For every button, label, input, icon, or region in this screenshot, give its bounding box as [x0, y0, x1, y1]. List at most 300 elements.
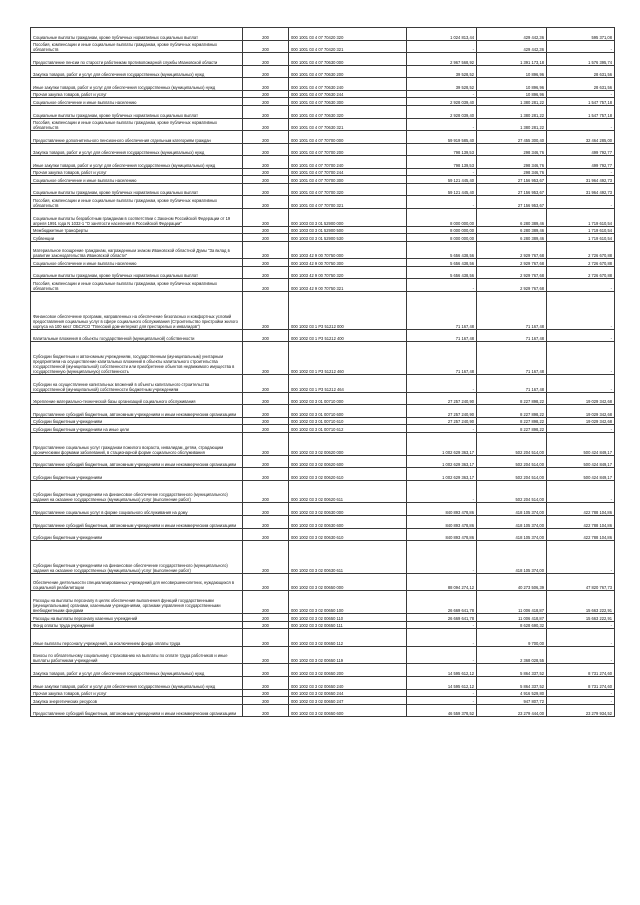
row-name: Социальное обеспечение и иные выплаты населению [31, 98, 243, 106]
row-budget-code: 000 1002 03 3 02 00650 000 [289, 573, 407, 591]
row-budget-code: 000 1001 03 4 07 70630 200 [289, 65, 407, 78]
row-executed-amount: 71 167,48 [477, 375, 547, 393]
row-admin-code: 200 [243, 65, 289, 78]
row-planned-amount: 88 094 274,12 [407, 573, 477, 591]
table-row [31, 342, 615, 375]
row-remaining-amount: - [547, 425, 615, 433]
table-row [31, 266, 615, 279]
row-admin-code: 200 [243, 646, 289, 664]
row-remaining-amount: 19 029 342,68 [547, 392, 615, 405]
row-admin-code: 200 [243, 432, 289, 455]
row-budget-code: 000 1001 03 4 07 70700 320 [289, 183, 407, 196]
table-row [31, 480, 615, 503]
row-admin-code: 200 [243, 664, 289, 677]
row-budget-code: 000 1002 03 1 Р3 51212 460 [289, 342, 407, 375]
row-name: Закупка товаров, работ и услуг для обеспечения государственных (муниципальных) нужд [31, 143, 243, 156]
row-name: Расходы на выплаты персоналу в целях обеспечения выполнения функций государственными (муниципальными) органами, казенными учреждениями, органами управления государственными внебюджетными фондами [31, 591, 243, 614]
row-admin-code: 200 [243, 621, 289, 629]
row-budget-code: 000 1002 03 3 02 00650 112 [289, 629, 407, 647]
row-planned-amount: - [407, 375, 477, 393]
row-admin-code: 200 [243, 689, 289, 697]
row-remaining-amount: 500 424 849,17 [547, 468, 615, 481]
row-name: Субсидии бюджетным и автономным учреждениям, государственным (муниципальным) унитарным предприятиям на осуществление капитальных вложений в объекты капитального строительства государственной (муниципальной) собственности или приобретение объектов недвижимого имущества в государственную (муниципальную) собственность [31, 342, 243, 375]
row-name: Предоставление дополнительного пенсионного обеспечения отдельным категориям граждан [31, 131, 243, 144]
row-name: Социальные выплаты гражданам, кроме публичных нормативных социальных выплат [31, 105, 243, 118]
table-row [31, 646, 615, 664]
table-row [31, 515, 615, 528]
row-executed-amount: 10 896,96 [477, 90, 547, 98]
row-name: Предоставление социальных услуг в форме социального обслуживания на дому [31, 503, 243, 516]
table-row [31, 226, 615, 234]
row-remaining-amount: - [547, 196, 615, 209]
row-executed-amount: 502 204 514,00 [477, 480, 547, 503]
table-row [31, 259, 615, 267]
row-remaining-amount: 1 719 610,54 [547, 234, 615, 242]
table-row [31, 143, 615, 156]
row-planned-amount: 26 669 641,78 [407, 591, 477, 614]
table-row [31, 183, 615, 196]
row-executed-amount: 502 204 514,00 [477, 455, 547, 468]
row-name: Социальные выплаты безработным гражданам в соответствии с Законом Российской Федерации от 19 апреля 1991 года N 1032-1 "О занятости населения в Российской Федерации" [31, 209, 243, 227]
row-name: Субсидии бюджетным учреждениям на финансовое обеспечение государственного (муниципального) задания на оказание государственных (муниципальных) услуг (выполнение работ) [31, 480, 243, 503]
row-remaining-amount: 2 726 670,88 [547, 266, 615, 279]
row-budget-code: 000 1002 03 3 01 00710 612 [289, 425, 407, 433]
row-admin-code: 200 [243, 629, 289, 647]
table-row [31, 329, 615, 342]
row-name: Прочая закупка товаров, работ и услуг [31, 689, 243, 697]
row-remaining-amount: - [547, 689, 615, 697]
row-admin-code: 200 [243, 614, 289, 622]
row-planned-amount: 39 528,52 [407, 65, 477, 78]
row-name: Субсидии бюджетным учреждениям [31, 528, 243, 541]
row-budget-code: 000 1002 03 3 02 00650 600 [289, 704, 407, 717]
row-executed-amount: 429 442,36 [477, 40, 547, 53]
row-executed-amount: 1 380 281,22 [477, 118, 547, 131]
table-row [31, 455, 615, 468]
table-row [31, 156, 615, 169]
table-row [31, 621, 615, 629]
row-admin-code: 200 [243, 480, 289, 503]
row-admin-code: 200 [243, 226, 289, 234]
row-name: Субсидии бюджетным учреждениям [31, 468, 243, 481]
row-executed-amount: 2 368 028,55 [477, 646, 547, 664]
table-row [31, 105, 615, 118]
row-admin-code: 200 [243, 28, 289, 41]
table-row [31, 432, 615, 455]
row-planned-amount: - [407, 541, 477, 574]
row-planned-amount: - [407, 646, 477, 664]
row-remaining-amount: 15 663 222,91 [547, 614, 615, 622]
table-row [31, 614, 615, 622]
row-admin-code: 200 [243, 131, 289, 144]
row-budget-code: 000 1003 42 9 00 70750 000 [289, 241, 407, 259]
table-row [31, 118, 615, 131]
row-executed-amount: 298 346,76 [477, 143, 547, 156]
row-planned-amount: 14 595 612,12 [407, 664, 477, 677]
table-row [31, 168, 615, 176]
row-planned-amount: - [407, 90, 477, 98]
row-planned-amount: 798 139,53 [407, 156, 477, 169]
row-admin-code: 200 [243, 528, 289, 541]
table-row [31, 40, 615, 53]
row-budget-code: 000 1002 03 3 02 00650 111 [289, 621, 407, 629]
row-name: Пособия, компенсации и иные социальные выплаты гражданам, кроме публичных нормативных обязательств [31, 196, 243, 209]
row-remaining-amount: - [547, 480, 615, 503]
row-planned-amount: - [407, 40, 477, 53]
row-admin-code: 200 [243, 143, 289, 156]
row-admin-code: 200 [243, 279, 289, 292]
row-budget-code: 000 1003 03 3 01 52900 500 [289, 226, 407, 234]
row-executed-amount: 8 227 898,22 [477, 405, 547, 418]
row-planned-amount: 5 656 438,56 [407, 266, 477, 279]
table-row [31, 234, 615, 242]
row-executed-amount: 71 167,48 [477, 342, 547, 375]
row-planned-amount: - [407, 621, 477, 629]
row-admin-code: 200 [243, 259, 289, 267]
row-admin-code: 200 [243, 118, 289, 131]
row-name: Социальное обеспечение и иные выплаты населению [31, 259, 243, 267]
row-budget-code: 000 1003 42 9 00 70750 300 [289, 259, 407, 267]
row-remaining-amount: 31 964 492,73 [547, 176, 615, 184]
row-planned-amount: 8 000 000,00 [407, 234, 477, 242]
row-executed-amount: 5 864 337,52 [477, 677, 547, 690]
table-row [31, 697, 615, 705]
row-remaining-amount: 8 731 274,60 [547, 664, 615, 677]
row-admin-code: 200 [243, 53, 289, 66]
row-budget-code: 000 1002 03 3 02 00650 240 [289, 677, 407, 690]
table-row [31, 528, 615, 541]
row-admin-code: 200 [243, 704, 289, 717]
row-admin-code: 200 [243, 329, 289, 342]
row-name: Предоставление субсидий бюджетным, автономным учреждениям и иным некоммерческим организациям [31, 515, 243, 528]
row-planned-amount: - [407, 689, 477, 697]
row-admin-code: 200 [243, 292, 289, 330]
row-planned-amount: 14 595 612,12 [407, 677, 477, 690]
row-budget-code: 000 1002 03 3 02 00650 200 [289, 664, 407, 677]
row-executed-amount: 2 929 767,68 [477, 259, 547, 267]
row-admin-code: 200 [243, 541, 289, 574]
row-name: Субсидии на осуществление капитальных вложений в объекты капитального строительства государственной (муниципальной) собственности бюджетным учреждениям [31, 375, 243, 393]
row-budget-code: 000 1003 03 3 01 52900 000 [289, 209, 407, 227]
row-remaining-amount: - [547, 342, 615, 375]
row-name: Иные закупки товаров, работ и услуг для обеспечения государственных (муниципальных) нужд [31, 78, 243, 91]
row-planned-amount: 798 139,53 [407, 143, 477, 156]
row-name: Иные закупки товаров, работ и услуг для обеспечения государственных (муниципальных) нужд [31, 677, 243, 690]
table-row [31, 241, 615, 259]
row-name: Социальные выплаты гражданам, кроме публичных нормативных социальных выплат [31, 28, 243, 41]
row-name: Предоставление пенсии по старости работникам противопожарной службы Ивановской области [31, 53, 243, 66]
row-admin-code: 200 [243, 392, 289, 405]
row-executed-amount: 2 929 767,68 [477, 266, 547, 279]
row-budget-code: 000 1003 42 9 00 70750 321 [289, 279, 407, 292]
row-executed-amount: 8 227 898,22 [477, 417, 547, 425]
row-executed-amount: 27 156 953,67 [477, 183, 547, 196]
row-admin-code: 200 [243, 266, 289, 279]
row-budget-code: 000 1003 03 3 01 52900 530 [289, 234, 407, 242]
table-row [31, 591, 615, 614]
row-executed-amount: 10 896,96 [477, 78, 547, 91]
row-admin-code: 200 [243, 241, 289, 259]
row-remaining-amount: 422 788 104,86 [547, 515, 615, 528]
row-admin-code: 200 [243, 168, 289, 176]
row-executed-amount: 418 105 374,00 [477, 503, 547, 516]
row-remaining-amount: - [547, 279, 615, 292]
row-remaining-amount: - [547, 118, 615, 131]
table-row [31, 425, 615, 433]
table-row [31, 392, 615, 405]
row-executed-amount: 298 346,76 [477, 156, 547, 169]
row-budget-code: 000 1001 03 4 07 70700 200 [289, 143, 407, 156]
row-remaining-amount: 47 820 767,73 [547, 573, 615, 591]
row-admin-code: 200 [243, 209, 289, 227]
row-budget-code: 000 1001 03 4 07 70700 000 [289, 131, 407, 144]
row-budget-code: 000 1001 03 4 07 70630 321 [289, 118, 407, 131]
row-planned-amount: 1 002 629 363,17 [407, 468, 477, 481]
row-admin-code: 200 [243, 677, 289, 690]
row-executed-amount: 23 279 444,00 [477, 704, 547, 717]
row-remaining-amount: 15 663 222,91 [547, 591, 615, 614]
row-name: Социальное обеспечение и иные выплаты населению [31, 176, 243, 184]
row-executed-amount: 27 156 953,67 [477, 196, 547, 209]
row-executed-amount: 6 280 389,46 [477, 234, 547, 242]
row-remaining-amount: 28 631,56 [547, 78, 615, 91]
row-budget-code: 000 1001 03 4 07 70420 320 [289, 28, 407, 41]
row-planned-amount: - [407, 480, 477, 503]
row-remaining-amount: 1 719 610,54 [547, 226, 615, 234]
row-budget-code: 000 1001 03 4 07 70700 321 [289, 196, 407, 209]
row-executed-amount: 418 105 374,00 [477, 528, 547, 541]
row-executed-amount: 27 156 953,67 [477, 176, 547, 184]
table-row [31, 279, 615, 292]
row-planned-amount: 1 024 813,44 [407, 28, 477, 41]
row-planned-amount: 59 121 445,40 [407, 176, 477, 184]
row-remaining-amount: 1 719 610,54 [547, 209, 615, 227]
row-name: Субсидии бюджетным учреждениям на иные цели [31, 425, 243, 433]
row-admin-code: 200 [243, 90, 289, 98]
row-executed-amount: 1 380 281,22 [477, 105, 547, 118]
row-budget-code: 000 1001 03 4 07 70630 300 [289, 98, 407, 106]
row-remaining-amount: - [547, 621, 615, 629]
row-name: Прочая закупка товаров, работ и услуг [31, 168, 243, 176]
row-admin-code: 200 [243, 40, 289, 53]
row-admin-code: 200 [243, 573, 289, 591]
row-remaining-amount: 2 726 670,88 [547, 241, 615, 259]
row-name: Капитальные вложения в объекты государственной (муниципальной) собственности [31, 329, 243, 342]
row-budget-code: 000 1002 03 1 Р3 51212 000 [289, 292, 407, 330]
row-planned-amount: 39 528,52 [407, 78, 477, 91]
row-admin-code: 200 [243, 234, 289, 242]
row-admin-code: 200 [243, 105, 289, 118]
row-name: Субсидии бюджетным учреждениям на финансовое обеспечение государственного (муниципального) задания на оказание государственных (муниципальных) услуг (выполнение работ) [31, 541, 243, 574]
table-row [31, 375, 615, 393]
row-name: Межбюджетные трансферты [31, 226, 243, 234]
row-executed-amount: 1 380 281,22 [477, 98, 547, 106]
row-executed-amount: 1 391 173,18 [477, 53, 547, 66]
row-remaining-amount: - [547, 541, 615, 574]
row-executed-amount: 71 167,48 [477, 292, 547, 330]
row-budget-code: 000 1001 03 4 07 70700 244 [289, 168, 407, 176]
row-admin-code: 200 [243, 697, 289, 705]
row-admin-code: 200 [243, 78, 289, 91]
row-budget-code: 000 1002 03 3 02 00620 600 [289, 455, 407, 468]
row-planned-amount: 5 656 438,56 [407, 259, 477, 267]
row-executed-amount: 5 864 337,52 [477, 664, 547, 677]
budget-execution-table [30, 27, 615, 717]
row-planned-amount: - [407, 629, 477, 647]
row-planned-amount: 2 928 039,40 [407, 98, 477, 106]
row-remaining-amount: 19 029 342,68 [547, 417, 615, 425]
row-name: Прочая закупка товаров, работ и услуг [31, 90, 243, 98]
row-remaining-amount: 500 424 849,17 [547, 432, 615, 455]
table-row [31, 209, 615, 227]
row-name: Субсидии бюджетным учреждениям [31, 417, 243, 425]
table-row [31, 468, 615, 481]
row-executed-amount: 6 280 389,46 [477, 209, 547, 227]
row-planned-amount: 5 656 438,56 [407, 241, 477, 259]
row-remaining-amount: 422 788 104,86 [547, 528, 615, 541]
row-executed-amount: 71 167,48 [477, 329, 547, 342]
row-admin-code: 200 [243, 98, 289, 106]
row-planned-amount: 8 000 000,00 [407, 226, 477, 234]
row-budget-code: 000 1001 03 4 07 70700 300 [289, 176, 407, 184]
row-name: Фонд оплаты труда учреждений [31, 621, 243, 629]
row-planned-amount: 71 167,48 [407, 292, 477, 330]
row-executed-amount: 502 204 514,00 [477, 468, 547, 481]
row-remaining-amount: 499 792,77 [547, 143, 615, 156]
row-executed-amount: 11 006 418,87 [477, 591, 547, 614]
row-budget-code: 000 1001 03 4 07 70630 240 [289, 78, 407, 91]
row-budget-code: 000 1002 03 3 02 00650 110 [289, 614, 407, 622]
row-executed-amount: 418 105 374,00 [477, 515, 547, 528]
row-name: Иные закупки товаров, работ и услуг для обеспечения государственных (муниципальных) нужд [31, 156, 243, 169]
table-row [31, 28, 615, 41]
row-planned-amount: 1 002 629 363,17 [407, 432, 477, 455]
row-name: Иные выплаты персоналу учреждений, за исключением фонда оплаты труда [31, 629, 243, 647]
row-admin-code: 200 [243, 176, 289, 184]
row-budget-code: 000 1002 03 3 02 00650 244 [289, 689, 407, 697]
row-admin-code: 200 [243, 515, 289, 528]
table-row [31, 629, 615, 647]
row-planned-amount: 2 928 039,40 [407, 105, 477, 118]
row-planned-amount: 27 257 240,90 [407, 417, 477, 425]
row-remaining-amount: 1 547 757,18 [547, 98, 615, 106]
row-executed-amount: 8 628 690,32 [477, 621, 547, 629]
row-remaining-amount: - [547, 40, 615, 53]
row-remaining-amount: - [547, 375, 615, 393]
row-executed-amount: 502 204 514,00 [477, 432, 547, 455]
table-row [31, 677, 615, 690]
row-admin-code: 200 [243, 156, 289, 169]
row-budget-code: 000 1002 03 3 02 00650 119 [289, 646, 407, 664]
row-budget-code: 000 1002 03 3 02 00630 611 [289, 541, 407, 574]
row-remaining-amount: 499 792,77 [547, 156, 615, 169]
row-name: Предоставление социальных услуг гражданам пожилого возраста, инвалидам, детям, страдающим хроническими формами заболеваний, в стационарной форме социального обслуживания [31, 432, 243, 455]
row-planned-amount: - [407, 697, 477, 705]
row-name: Закупка товаров, работ и услуг для обеспечения государственных (муниципальных) нужд [31, 65, 243, 78]
row-budget-code: 000 1001 03 4 07 70630 320 [289, 105, 407, 118]
row-planned-amount: 27 257 240,90 [407, 392, 477, 405]
row-remaining-amount: 8 731 274,60 [547, 677, 615, 690]
row-budget-code: 000 1001 03 4 07 70420 321 [289, 40, 407, 53]
row-name: Предоставление субсидий бюджетным, автономным учреждениям и иным некоммерческим организациям [31, 704, 243, 717]
row-planned-amount: 840 893 478,86 [407, 515, 477, 528]
row-planned-amount: 71 167,48 [407, 342, 477, 375]
row-executed-amount: 10 896,96 [477, 65, 547, 78]
row-name: Взносы по обязательному социальному страхованию на выплаты по оплате труда работников и иные выплаты работникам учреждений [31, 646, 243, 664]
row-budget-code: 000 1001 03 4 07 70630 244 [289, 90, 407, 98]
row-admin-code: 200 [243, 468, 289, 481]
row-admin-code: 200 [243, 455, 289, 468]
row-budget-code: 000 1002 03 3 01 00710 000 [289, 392, 407, 405]
table-row [31, 131, 615, 144]
row-name: Пособия, компенсации и иные социальные выплаты гражданам, кроме публичных нормативных обязательств [31, 40, 243, 53]
row-name: Социальные выплаты гражданам, кроме публичных нормативных социальных выплат [31, 266, 243, 279]
row-budget-code: 000 1002 03 1 Р3 51212 464 [289, 375, 407, 393]
row-admin-code: 200 [243, 417, 289, 425]
row-admin-code: 200 [243, 183, 289, 196]
row-remaining-amount: 422 788 104,86 [547, 503, 615, 516]
row-budget-code: 000 1002 03 3 01 00710 610 [289, 417, 407, 425]
row-remaining-amount: 19 029 342,68 [547, 405, 615, 418]
row-executed-amount: 40 273 506,39 [477, 573, 547, 591]
row-budget-code: 000 1002 03 3 02 00620 000 [289, 432, 407, 455]
row-admin-code: 200 [243, 425, 289, 433]
row-admin-code: 200 [243, 375, 289, 393]
row-planned-amount: - [407, 168, 477, 176]
row-admin-code: 200 [243, 503, 289, 516]
row-admin-code: 200 [243, 591, 289, 614]
table-row [31, 689, 615, 697]
row-budget-code: 000 1001 03 4 07 70630 000 [289, 53, 407, 66]
row-name: Пособия, компенсации и иные социальные выплаты гражданам, кроме публичных нормативных обязательств [31, 279, 243, 292]
row-remaining-amount: 595 371,08 [547, 28, 615, 41]
row-budget-code: 000 1002 03 3 02 00630 610 [289, 528, 407, 541]
table-row [31, 405, 615, 418]
row-executed-amount: 429 442,36 [477, 28, 547, 41]
row-planned-amount: 46 559 378,52 [407, 704, 477, 717]
row-name: Закупка товаров, работ и услуг для обеспечения государственных (муниципальных) нужд [31, 664, 243, 677]
table-row [31, 53, 615, 66]
row-planned-amount: 1 002 629 363,17 [407, 455, 477, 468]
row-remaining-amount: - [547, 292, 615, 330]
row-planned-amount: 26 669 641,78 [407, 614, 477, 622]
row-budget-code: 000 1002 03 3 02 00620 611 [289, 480, 407, 503]
row-planned-amount: - [407, 425, 477, 433]
row-planned-amount: 2 967 568,92 [407, 53, 477, 66]
row-admin-code: 200 [243, 342, 289, 375]
row-planned-amount: - [407, 118, 477, 131]
row-planned-amount: 27 257 240,90 [407, 405, 477, 418]
row-remaining-amount: 31 964 492,73 [547, 183, 615, 196]
row-budget-code: 000 1002 03 1 Р3 51212 400 [289, 329, 407, 342]
row-name: Предоставление субсидий бюджетным, автономным учреждениям и иным некоммерческим организациям [31, 405, 243, 418]
row-name: Обеспечение деятельности специализированных учреждений для несовершеннолетних, нуждающихся в социальной реабилитации [31, 573, 243, 591]
row-budget-code: 000 1002 03 3 01 00710 600 [289, 405, 407, 418]
row-executed-amount: 298 346,76 [477, 168, 547, 176]
row-executed-amount: 2 929 767,68 [477, 241, 547, 259]
table-row [31, 196, 615, 209]
row-executed-amount: 947 807,72 [477, 697, 547, 705]
table-row [31, 417, 615, 425]
row-remaining-amount: 1 576 395,74 [547, 53, 615, 66]
row-planned-amount: 840 893 478,86 [407, 528, 477, 541]
row-planned-amount: - [407, 196, 477, 209]
row-remaining-amount: 500 424 849,17 [547, 455, 615, 468]
row-remaining-amount: 32 464 285,00 [547, 131, 615, 144]
row-name: Финансовое обеспечение программ, направленных на обеспечение безопасных и комфортных условий предоставления социальных услуг в сфере социального обслуживания (Строительство пристройки жилого корпуса на 100 мест ОБСУСО "Плесский дом-интернат для престарелых и инвалидов") [31, 292, 243, 330]
table-row [31, 292, 615, 330]
row-executed-amount: 11 006 418,87 [477, 614, 547, 622]
